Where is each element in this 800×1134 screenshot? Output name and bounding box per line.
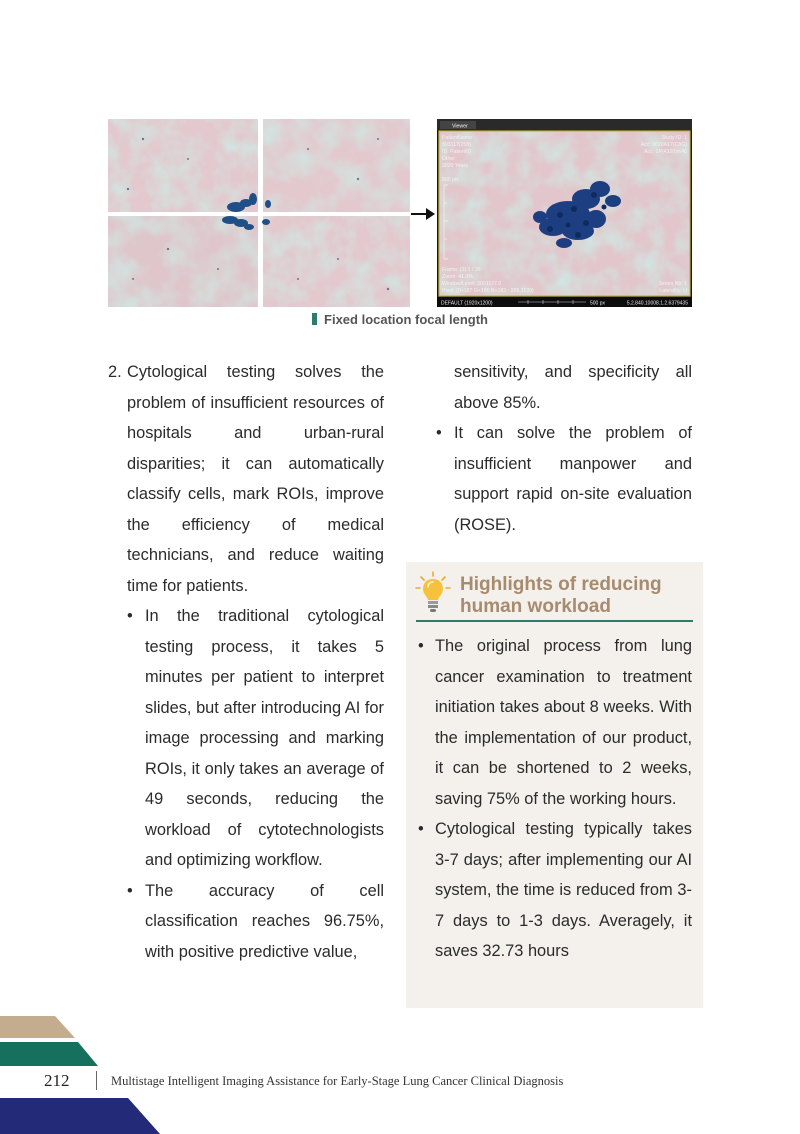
viewer-study-id: Study ID: 1: [661, 135, 687, 141]
microscope-quadrant-bottom-left: [108, 216, 258, 307]
highlight-bullet-cytology-days: • Cytological testing typically takes 3-7 days; after implementing our AI system, the time is reduced from 3-7 days to 1-3 days. Averagely, it saves 32.73 hours: [418, 814, 692, 967]
item-number: 2.: [108, 363, 122, 381]
left-column: [108, 357, 384, 967]
footer-tan-band: [0, 1016, 75, 1038]
figure-cytology-images: [108, 119, 692, 307]
highlight-box: [406, 562, 703, 1008]
footer-book-title: Multistage Intelligent Imaging Assistance for Early-Stage Lung Cancer Clinical Diagnosis: [111, 1074, 564, 1088]
highlight-body: [418, 631, 692, 967]
viewer-laterality: Laterality: U: [659, 288, 687, 294]
item-text: Cytological testing solves the problem of insufficient resources of hospitals and urban-rural disparities; it can automatically classify cells, mark ROIs, improve the efficiency of medical technicians, and reduce waiting time for patients.: [127, 363, 384, 595]
bullet-manpower: • It can solve the problem of insufficient manpower and support rapid on-site evaluation (ROSE).: [436, 418, 692, 540]
viewer-line4: 3020 Years: [442, 163, 468, 169]
bullet-traditional-process: • In the traditional cytological testing process, it takes 5 minutes per patient to interpret slides, but after introducing AI for image processing and marking ROIs, it only takes an average of 49 seconds, reducing the workload of cytotechnologists and optimizing workflow.: [127, 601, 384, 876]
viewer-tab-label: Viewer: [452, 123, 468, 130]
viewer-series: Series Nb: 1: [658, 281, 687, 287]
footer-navy-band: [0, 1098, 160, 1134]
viewer-acc1: Acc: 3020A17(C8G): [640, 142, 687, 148]
footer-separator: [96, 1071, 97, 1090]
viewer-status-mid: 500 px: [590, 300, 606, 307]
bullet-accuracy: • The accuracy of cell classification reaches 96.75%, with positive predictive value,: [127, 876, 384, 968]
continuation-text: sensitivity, and specificity all above 85%.: [454, 363, 692, 412]
arrow-right-icon: [411, 208, 435, 220]
microscope-quadrant-bottom-right: [263, 216, 410, 307]
viewer-line3: Other: [442, 156, 455, 162]
viewer-acc2: Acc: 1P(4320)m46: [644, 149, 687, 155]
highlight-title-line2: human workload: [460, 596, 611, 617]
caption-marker: [312, 313, 317, 325]
numbered-item-2: [108, 357, 384, 601]
page-number: 212: [44, 1071, 70, 1090]
viewer-scale-label: 800 pix: [442, 177, 459, 183]
highlight-divider: [416, 620, 693, 622]
highlight-bullet-lung-process: • The original process from lung cancer examination to treatment initiation takes about 8 weeks. With the implementation of our product, it can be shortened to 2 weeks, saving 75% of the working hours.: [418, 631, 692, 814]
viewer-zoom: Zoom: 41.0%: [442, 274, 473, 280]
viewer-status-right: 5.2.840.10008.1.2.6379435: [626, 300, 688, 307]
viewer-window-level: Window/Level: 3001127.0: [442, 281, 502, 287]
microscope-quadrant-top-left: [108, 119, 258, 212]
figure-caption: [0, 312, 800, 327]
footer-teal-band: [0, 1042, 98, 1066]
viewer-line2: ID: PatientID: [442, 149, 472, 155]
viewer-status-left: DEFAULT (1920x1200): [441, 300, 493, 307]
viewer-frame: Frame: (1) 1 / 36: [442, 267, 481, 273]
highlight-title-line1: Highlights of reducing: [460, 574, 662, 595]
viewer-patient-name: PatientName: [442, 135, 472, 141]
microscope-quadrant-top-right: [263, 119, 410, 212]
viewer-pixel: Pixel: (0+187 G+186 B+183 - 285,1139): [442, 288, 534, 294]
highlight-title: [460, 574, 662, 618]
figure-svg: [108, 119, 692, 307]
figure-caption-text: Fixed location focal length: [324, 312, 488, 327]
lightbulb-icon: [414, 570, 452, 616]
viewer-window: [437, 119, 692, 307]
viewer-line1: 303117(258): [442, 142, 472, 148]
right-column: [406, 357, 692, 540]
